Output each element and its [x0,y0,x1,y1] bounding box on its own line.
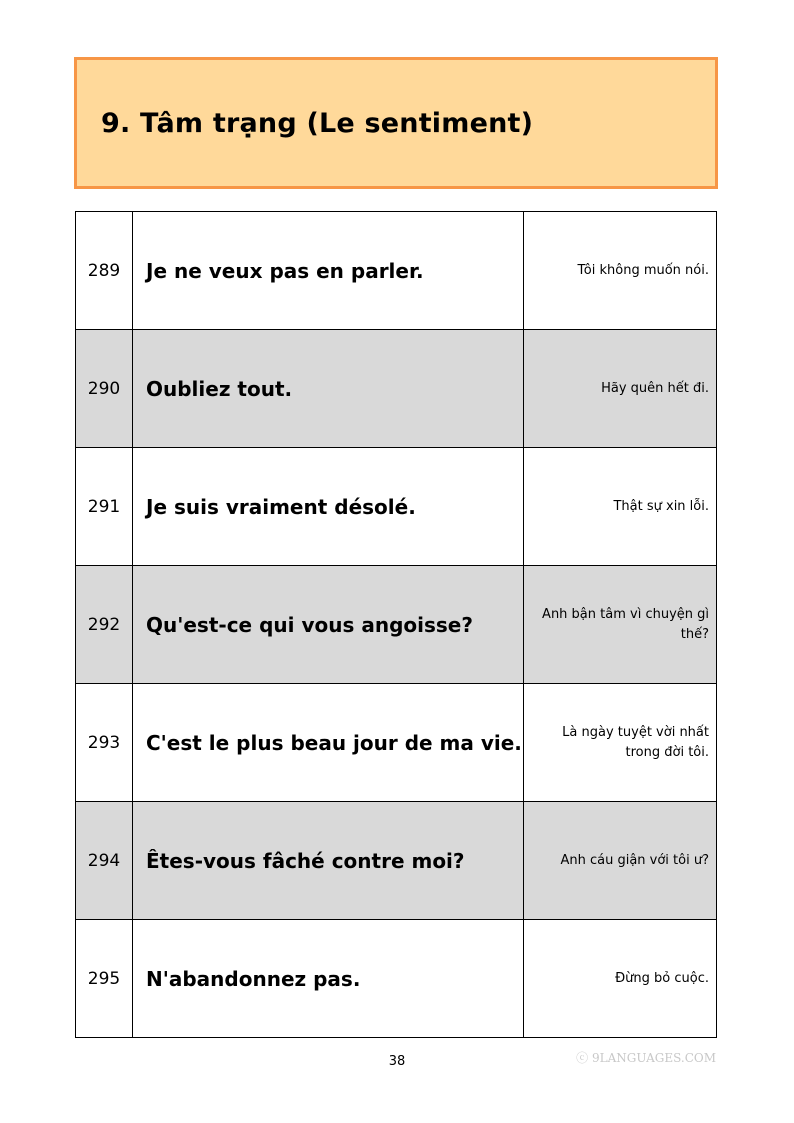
phrase-french: C'est le plus beau jour de ma vie. [133,684,524,802]
phrase-number: 295 [76,920,133,1038]
chapter-title: 9. Tâm trạng (Le sentiment) [101,108,534,139]
phrase-vietnamese: Anh bận tâm vì chuyện gì thế? [524,566,717,684]
table-row [76,684,717,802]
table-row [76,212,717,330]
phrase-french: Êtes-vous fâché contre moi? [133,802,524,920]
phrase-vietnamese: Hãy quên hết đi. [524,330,717,448]
copyright-watermark: ⓒ 9LANGUAGES.COM [576,1051,716,1065]
page-number: 38 [388,1054,406,1069]
table-row [76,330,717,448]
phrase-vietnamese: Thật sự xin lỗi. [524,448,717,566]
phrase-french: Oubliez tout. [133,330,524,448]
table-row [76,920,717,1038]
phrase-vietnamese: Anh cáu giận với tôi ư? [524,802,717,920]
phrase-number: 291 [76,448,133,566]
phrase-number: 294 [76,802,133,920]
phrase-number: 289 [76,212,133,330]
phrase-table [75,211,717,1038]
phrase-number: 293 [76,684,133,802]
phrase-vietnamese: Tôi không muốn nói. [524,212,717,330]
chapter-title-box [74,57,718,189]
phrase-vietnamese: Là ngày tuyệt vời nhất trong đời tôi. [524,684,717,802]
phrase-french: N'abandonnez pas. [133,920,524,1038]
phrase-french: Qu'est-ce qui vous angoisse? [133,566,524,684]
table-row [76,566,717,684]
table-row [76,448,717,566]
phrase-vietnamese: Đừng bỏ cuộc. [524,920,717,1038]
table-row [76,802,717,920]
phrase-number: 292 [76,566,133,684]
phrase-number: 290 [76,330,133,448]
phrase-french: Je suis vraiment désolé. [133,448,524,566]
phrase-french: Je ne veux pas en parler. [133,212,524,330]
